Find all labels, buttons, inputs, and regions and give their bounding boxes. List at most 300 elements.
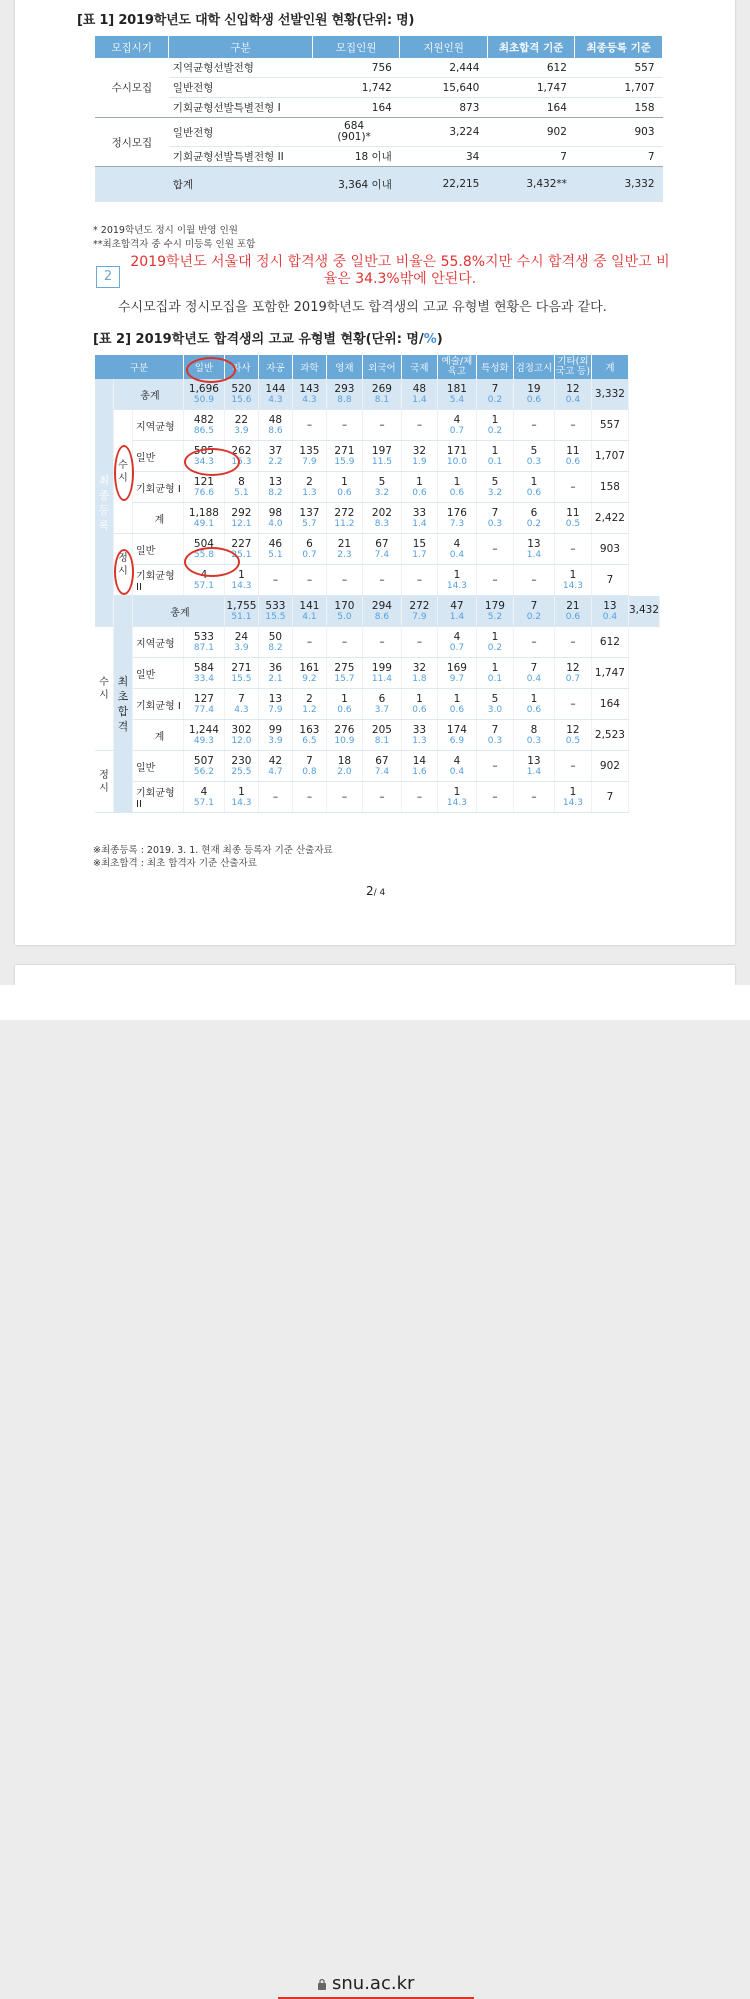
t2-cell (258, 565, 292, 596)
cell-percent: 0.1 (487, 673, 503, 684)
t2-cell (591, 534, 628, 565)
cell-count: 8 (238, 475, 245, 488)
t1-row-label: 일반전형 (169, 78, 313, 98)
t2-cell (437, 534, 476, 565)
cell-percent: 0.6 (337, 704, 352, 715)
t2-cell (513, 565, 554, 596)
cell-percent: 1.4 (449, 611, 465, 622)
cell-percent: 0.4 (449, 766, 465, 777)
cell-percent: 8.3 (374, 518, 390, 529)
cell-percent: 3.9 (234, 425, 249, 436)
t2-cell (292, 658, 326, 689)
cell-percent: 0.6 (565, 456, 581, 467)
cell-count: – (416, 418, 423, 431)
cell-count: 127 (193, 692, 214, 705)
cell-percent: 5.1 (268, 549, 283, 560)
cell-count: – (570, 697, 576, 710)
t2-cell (258, 472, 292, 503)
cell-count: 293 (334, 382, 355, 395)
cell-count: 1 (569, 568, 577, 581)
cell-count: 507 (193, 754, 214, 767)
cell-count: 1 (453, 475, 461, 488)
t1-cell: 684 (901)* (312, 118, 400, 147)
t2-cell (362, 689, 401, 720)
t2-cell (591, 689, 628, 720)
t2-cell (437, 782, 476, 813)
t2-cell (224, 751, 258, 782)
t2-cell (362, 720, 401, 751)
t2-cell (554, 565, 591, 596)
cell-percent: 7.9 (302, 456, 317, 467)
url-text[interactable]: snu.ac.kr (332, 1973, 415, 1994)
table2-title (93, 328, 443, 347)
cell-percent: 8.1 (374, 735, 390, 746)
cell-percent: 2.0 (337, 766, 352, 777)
t1-col-applicants: 지원인원 (400, 36, 488, 58)
t2-cell (292, 379, 326, 410)
table-row (95, 658, 660, 689)
cell-count: – (570, 418, 576, 431)
cell-count: 6 (378, 692, 386, 705)
cell-percent: 0.6 (412, 704, 427, 715)
t1-col-type: 구분 (169, 36, 313, 58)
t2-cell (183, 751, 224, 782)
cell-count: 5 (530, 444, 538, 457)
annotation-circle-jeongsi (114, 549, 134, 595)
t2-cell (437, 751, 476, 782)
cell-percent: 55.8 (193, 549, 214, 560)
cell-count: 48 (412, 382, 427, 395)
t2-cell (362, 441, 401, 472)
cell-percent: 0.7 (302, 549, 317, 560)
cell-count: 276 (334, 723, 355, 736)
t2-cell (437, 565, 476, 596)
browser-address-bar[interactable] (0, 985, 750, 1994)
table1 (95, 36, 663, 202)
cell-count: 2,523 (594, 728, 625, 741)
t2-row-label: 지역균형 (133, 627, 184, 658)
cell-count: 32 (412, 661, 427, 674)
t2-cell (258, 441, 292, 472)
cell-count: 4 (200, 785, 208, 798)
t2-cell (362, 565, 401, 596)
cell-count: 137 (299, 506, 320, 519)
t2-cell (401, 379, 437, 410)
cell-percent: 9.7 (449, 673, 465, 684)
cell-count: 46 (268, 537, 283, 550)
t2-cell (224, 410, 258, 441)
cell-percent: 1.9 (412, 456, 427, 467)
table-row (95, 118, 663, 147)
t2-row-label: 기회균형 II (133, 565, 184, 596)
cell-percent: 10.0 (446, 456, 467, 467)
cell-count: 1,707 (594, 449, 625, 462)
block-label-char: 격 (117, 720, 129, 733)
t1-cell: 164 (312, 98, 400, 118)
t2-cell (476, 596, 513, 627)
cell-count: 5 (378, 475, 386, 488)
cell-percent: 7.9 (412, 611, 427, 622)
t2-cell (554, 720, 591, 751)
cell-count: – (306, 573, 313, 586)
cell-percent: 2.1 (268, 673, 283, 684)
cell-count: 272 (334, 506, 355, 519)
table-row (95, 78, 663, 98)
cell-percent: 0.2 (487, 394, 503, 405)
t1-cell: 158 (575, 98, 663, 118)
cell-percent: 1.8 (412, 673, 427, 684)
cell-percent: 6.5 (302, 735, 317, 746)
t2-row-label: 계 (133, 720, 184, 751)
cell-count: 1 (530, 475, 538, 488)
cell-count: 15 (412, 537, 427, 550)
t1-cell: 34 (400, 147, 488, 167)
annotation-circle-susi-general (184, 444, 240, 476)
cell-count: – (492, 790, 498, 803)
t2-col-intl: 국제 (401, 355, 437, 379)
cell-count: 2,422 (594, 511, 625, 524)
t1-cell: 1,747 (487, 78, 575, 98)
cell-count: 11 (566, 444, 580, 457)
t2-cell (258, 379, 292, 410)
cell-percent: 2.2 (268, 456, 283, 467)
t2-cell (591, 720, 628, 751)
cell-percent: 4.3 (268, 394, 283, 405)
cell-count: 1 (238, 568, 245, 581)
t2-cell (554, 627, 591, 658)
cell-percent: 14.3 (231, 580, 252, 591)
t2-cell (292, 689, 326, 720)
cell-count: 48 (268, 413, 283, 426)
cell-count: 24 (234, 630, 249, 643)
cell-percent: 0.3 (526, 456, 542, 467)
cell-count: – (341, 573, 348, 586)
cell-percent: 6.9 (449, 735, 465, 746)
cell-percent: 25.5 (231, 766, 252, 777)
t2-cell (401, 472, 437, 503)
cell-percent: 1.3 (412, 735, 427, 746)
cell-percent: 14.3 (446, 797, 467, 808)
cell-count: 13 (268, 475, 283, 488)
cell-count: 121 (193, 475, 214, 488)
t2-cell (437, 627, 476, 658)
t2-cell (437, 689, 476, 720)
next-page-edge (15, 965, 735, 985)
cell-percent: 1.4 (526, 766, 542, 777)
t2-col-science: 과학 (292, 355, 326, 379)
t1-cell: 756 (312, 58, 400, 78)
cell-percent: 8.6 (268, 425, 283, 436)
t2-cell (591, 751, 628, 782)
t2-cell (437, 658, 476, 689)
table2 (95, 355, 660, 813)
cell-percent: 51.1 (231, 611, 252, 622)
cell-count: 903 (599, 542, 620, 555)
cell-count: 612 (599, 635, 620, 648)
t2-cell (401, 596, 437, 627)
table2-footnote-1: ※최종등록 : 2019. 3. 1. 현재 최종 등록자 기준 산출자료 (93, 845, 333, 856)
block-label-char: 등 (98, 503, 110, 517)
t2-cell (628, 596, 659, 627)
cell-count: – (570, 759, 576, 772)
t1-row-label: 합계 (169, 167, 313, 202)
cell-percent: 15.6 (231, 394, 252, 405)
t2-cell (224, 503, 258, 534)
cell-count: 33 (412, 723, 427, 736)
t2-cell (224, 627, 258, 658)
cell-count: 1,244 (188, 723, 219, 736)
cell-percent: 49.3 (193, 735, 214, 746)
cell-count: – (492, 542, 498, 555)
cell-count: 181 (446, 382, 467, 395)
cell-count: – (570, 635, 576, 648)
cell-percent: 0.4 (449, 549, 465, 560)
cell-percent: 7.4 (374, 766, 390, 777)
cell-percent: 8.1 (374, 394, 390, 405)
table-row-total (95, 596, 660, 627)
t2-cell (554, 534, 591, 565)
cell-count: – (341, 790, 348, 803)
cell-count: 33 (412, 506, 427, 519)
t2-cell (183, 379, 224, 410)
cell-count: 205 (371, 723, 392, 736)
t2-cell (258, 658, 292, 689)
cell-count: 47 (450, 599, 464, 612)
t2-cell (362, 503, 401, 534)
t2-cell (591, 565, 628, 596)
section-number: 2 (96, 266, 120, 288)
t1-cell: 3,432** (487, 167, 575, 202)
cell-percent: 0.6 (565, 611, 581, 622)
t2-cell (437, 472, 476, 503)
page-total: / 4 (373, 888, 386, 898)
cell-count: 533 (193, 630, 214, 643)
block-label-char: 합 (117, 705, 129, 718)
table-row (95, 751, 660, 782)
cell-percent: 57.1 (193, 580, 214, 591)
cell-count: 13 (268, 692, 283, 705)
t2-cell (437, 720, 476, 751)
cell-count: 174 (446, 723, 467, 736)
table-row (95, 689, 660, 720)
cell-count: 37 (268, 444, 283, 457)
cell-count: 1,188 (188, 506, 219, 519)
table2-title-end: ) (436, 332, 443, 347)
t2-cell (591, 379, 628, 410)
cell-count: – (531, 635, 537, 648)
cell-percent: 11.5 (371, 456, 392, 467)
cell-count: 482 (193, 413, 214, 426)
cell-count: 21 (337, 537, 352, 550)
cell-count: 1 (416, 475, 423, 488)
cell-count: 13 (603, 599, 617, 612)
cell-percent: 76.6 (193, 487, 214, 498)
t2-cell (591, 503, 628, 534)
cell-percent: 57.1 (193, 797, 214, 808)
cell-count: 135 (299, 444, 320, 457)
t2-col-category: 구분 (95, 355, 183, 379)
cell-percent: 14.3 (562, 797, 583, 808)
t2-col-special: 특성화 (476, 355, 513, 379)
cell-count: 7 (491, 506, 499, 519)
cell-percent: 8.2 (268, 642, 283, 653)
cell-count: 13 (527, 754, 541, 767)
cell-percent: 15.9 (334, 456, 355, 467)
cell-percent: 14.3 (562, 580, 583, 591)
cell-percent: 3.7 (374, 704, 390, 715)
cell-percent: 3.9 (268, 735, 283, 746)
t2-cell (591, 410, 628, 441)
t2-cell (476, 782, 513, 813)
t2-cell (554, 472, 591, 503)
t2-cell (183, 658, 224, 689)
t2-cell (326, 720, 362, 751)
cell-percent: 7.4 (374, 549, 390, 560)
cell-count: 1 (341, 692, 348, 705)
cell-count: 292 (231, 506, 252, 519)
cell-count: 164 (599, 697, 620, 710)
cell-count: – (379, 573, 385, 586)
susi-label-char: 수 (118, 459, 128, 471)
t2-row-label: 지역균형 (133, 410, 184, 441)
t2-cell (513, 441, 554, 472)
cell-count: 13 (527, 537, 541, 550)
cell-percent: 5.2 (487, 611, 503, 622)
t2-cell (292, 441, 326, 472)
cell-count: 520 (231, 382, 252, 395)
cell-count: – (379, 635, 385, 648)
t2-cell (258, 410, 292, 441)
jeongsi-label-char: 정 (99, 769, 109, 781)
t1-cell: 3,224 (400, 118, 488, 147)
cell-count: – (570, 480, 576, 493)
table1-note-1: * 2019학년도 정시 이월 반영 인원 (93, 225, 238, 236)
cell-count: 1 (530, 692, 538, 705)
t2-cell (326, 627, 362, 658)
t2-col-total: 계 (591, 355, 628, 379)
t2-cell (326, 441, 362, 472)
t2-cell (224, 379, 258, 410)
cell-percent: 0.2 (526, 518, 542, 529)
t2-cell (326, 596, 362, 627)
t2-cell (183, 472, 224, 503)
cell-count: 275 (334, 661, 355, 674)
block-label-char: 최 (117, 675, 129, 688)
cell-count: 12 (566, 382, 580, 395)
t1-row-label: 기회균형선발특별전형 I (169, 98, 313, 118)
table1-note-2: **최초합격자 중 수시 미등록 인원 포함 (93, 239, 256, 250)
cell-percent: 0.6 (526, 487, 542, 498)
cell-count: 1 (491, 444, 499, 457)
cell-count: 7 (238, 692, 245, 705)
t1-row-label: 일반전형 (169, 118, 313, 147)
cell-count: 11 (566, 506, 580, 519)
t2-cell (326, 751, 362, 782)
t2-col-other: 기타(외국고 등) (555, 356, 591, 377)
cell-percent: 5.1 (234, 487, 249, 498)
t2-cell (591, 441, 628, 472)
cell-percent: 1.4 (412, 518, 427, 529)
cell-percent: 4.3 (302, 394, 317, 405)
cell-count: 170 (334, 599, 355, 612)
t2-cell (292, 751, 326, 782)
cell-count: 1 (569, 785, 577, 798)
cell-count: 1 (491, 630, 499, 643)
t2-cell (513, 596, 554, 627)
t1-group-susi: 수시모집 (95, 58, 169, 118)
t2-cell (292, 720, 326, 751)
table-row-total (95, 167, 663, 202)
cell-count: 14 (412, 754, 427, 767)
t1-cell: 22,215 (400, 167, 488, 202)
t2-cell (437, 379, 476, 410)
cell-percent: 9.2 (302, 673, 317, 684)
cell-percent: 87.1 (193, 642, 214, 653)
cell-count: 272 (409, 599, 430, 612)
cell-percent: 3.2 (487, 487, 503, 498)
cell-count: 294 (371, 599, 392, 612)
cell-percent: 77.4 (193, 704, 214, 715)
annotation-circle-susi (114, 445, 134, 501)
cell-percent: 0.2 (487, 642, 503, 653)
t2-cell (513, 658, 554, 689)
t2-susi-label (95, 627, 114, 751)
cell-count: 302 (231, 723, 252, 736)
cell-count: 504 (193, 537, 214, 550)
t2-cell (292, 503, 326, 534)
cell-percent: 0.6 (337, 487, 352, 498)
t2-cell (362, 658, 401, 689)
cell-percent: 3.2 (374, 487, 390, 498)
t2-cell (554, 782, 591, 813)
cell-percent: 0.3 (487, 518, 503, 529)
cell-percent: 0.2 (487, 425, 503, 436)
t2-cell (513, 410, 554, 441)
t2-cell (554, 379, 591, 410)
t2-cell (362, 751, 401, 782)
cell-percent: 0.5 (565, 735, 581, 746)
t2-cell (476, 410, 513, 441)
cell-count: – (379, 418, 385, 431)
t2-cell (292, 565, 326, 596)
cell-percent: 5.7 (302, 518, 317, 529)
cell-count: 227 (231, 537, 252, 550)
t2-cell (292, 410, 326, 441)
t2-cell (292, 472, 326, 503)
t2-cell (326, 782, 362, 813)
cell-percent: 0.3 (526, 735, 542, 746)
cell-count: 19 (527, 382, 541, 395)
t2-cell (401, 565, 437, 596)
t2-cell (401, 441, 437, 472)
cell-percent: 4.0 (268, 518, 283, 529)
t2-row-label: 총계 (133, 596, 225, 627)
cell-percent: 25.1 (231, 549, 252, 560)
t2-cell (476, 565, 513, 596)
t2-col-gifted: 영재 (326, 355, 362, 379)
t2-col-arts: 예술/체육고 (437, 355, 476, 379)
t1-total-spacer (95, 167, 169, 202)
t2-cell (292, 627, 326, 658)
t1-cell: 612 (487, 58, 575, 78)
cell-count: 269 (371, 382, 392, 395)
cell-count: 161 (299, 661, 320, 674)
t1-cell: 164 (487, 98, 575, 118)
cell-percent: 0.6 (449, 704, 465, 715)
cell-count: – (531, 418, 537, 431)
cell-count: 1 (453, 785, 461, 798)
t2-cell (513, 472, 554, 503)
